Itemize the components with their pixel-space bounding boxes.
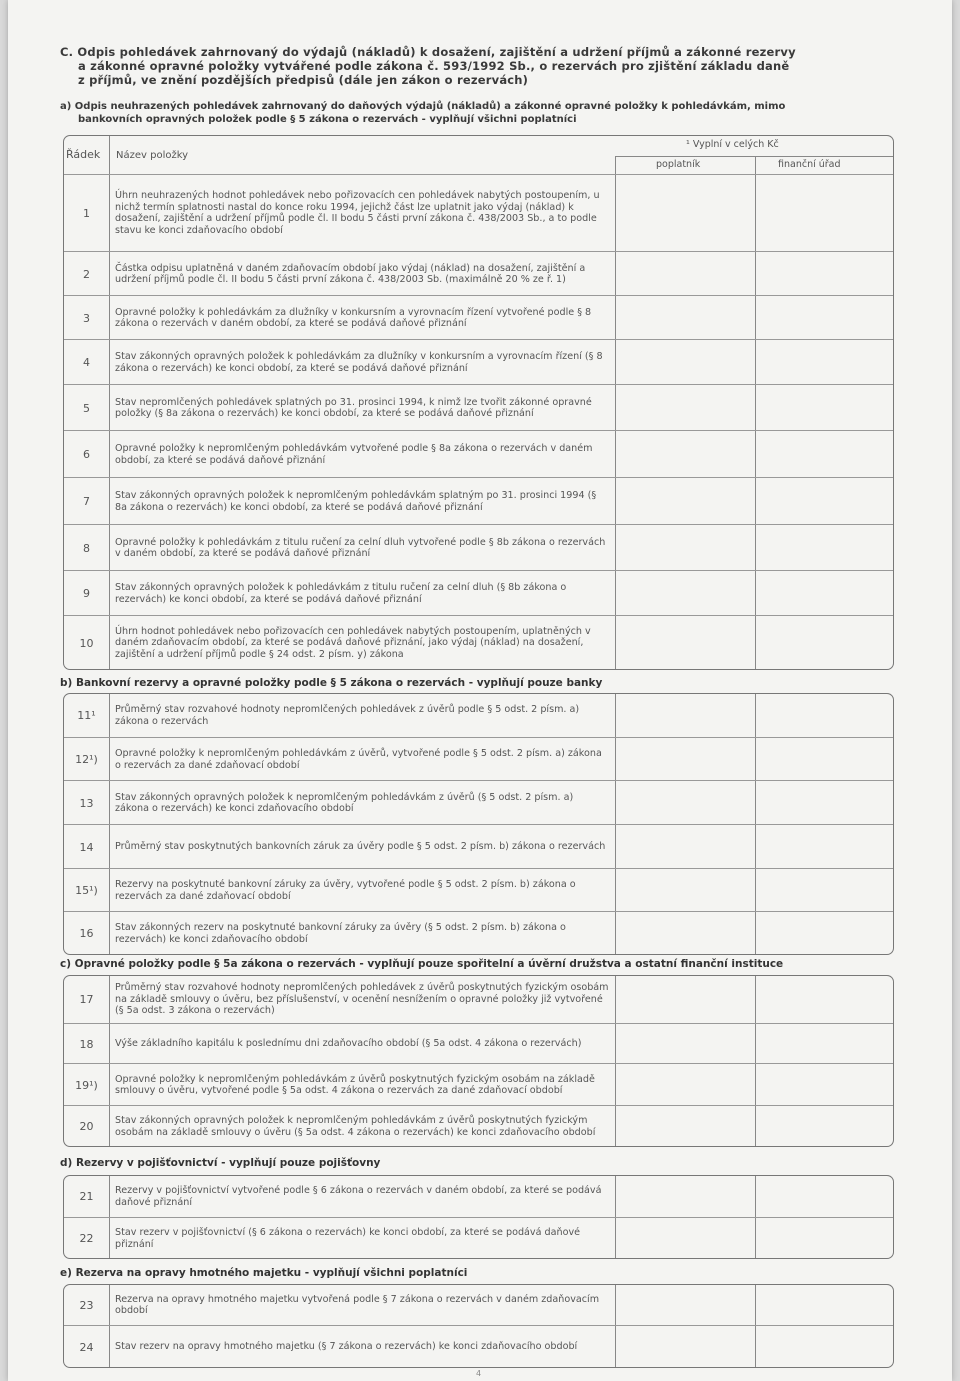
row-description: Výše základního kapitálu k poslednímu dni zdaňovacího období (§ 5a odst. 4 zákona o rezervách) xyxy=(115,1038,582,1050)
table-section-d xyxy=(63,1175,894,1259)
table-row xyxy=(64,430,893,478)
taxpayer-value-cell[interactable] xyxy=(616,694,755,737)
table-row xyxy=(64,868,893,912)
row-description: Rezerva na opravy hmotného majetku vytvořená podle § 7 zákona o rezervách v daném zdaňovacím období xyxy=(115,1293,600,1316)
table-row xyxy=(64,1063,893,1106)
section-e-title: e) Rezerva na opravy hmotného majetku - vyplňují všichni poplatníci xyxy=(60,1267,468,1279)
row-description: Stav zákonných opravných položek k pohledávkám za dlužníky v konkursním a vyrovnacím řízení (§ 8 zákona o rezervách) ke konci období, za které se podává daňové přiznání xyxy=(115,351,603,374)
row-number: 16 xyxy=(79,927,94,940)
row-description: Stav nepromlčených pohledávek splatných po 31. prosinci 1994, k nimž lze tvořit zákonné opravné položky (§ 8a zákona o rezervách) ke konci období, za které se podává daňové přiznání xyxy=(115,396,592,419)
office-value-cell[interactable] xyxy=(756,252,893,296)
row-description: Úhrn neuhrazených hodnot pohledávek nebo pořizovacích cen pohledávek nabytých postoupením, u nichž termín splatnosti nastal do konce roku 1994, jejichž část lze uplatnit jako výdaj (náklad) k dosažení, zajištění a udržení příjmů podle čl. II bodu 5 části první zákona č. 438/2003 Sb., a to podle stavu ke konci zdaňovacího období xyxy=(115,190,600,236)
table-section-a xyxy=(63,135,894,670)
row-description: Opravné položky k nepromlčeným pohledávkám vytvořené podle § 8a zákona o rezervách v daném období, za které se podává daňové přiznání xyxy=(115,443,593,466)
office-value-cell[interactable] xyxy=(756,431,893,478)
taxpayer-value-cell[interactable] xyxy=(616,478,755,525)
taxpayer-value-cell[interactable] xyxy=(616,781,755,825)
table-row xyxy=(64,824,893,869)
row-number: 2 xyxy=(83,267,90,281)
table-row xyxy=(64,615,893,670)
header-currency-note: ¹ Vyplní v celých Kč xyxy=(686,139,779,150)
taxpayer-value-cell[interactable] xyxy=(616,1326,755,1368)
taxpayer-value-cell[interactable] xyxy=(616,296,755,340)
section-c-title: c) Opravné položky podle § 5a zákona o rezervách - vyplňují pouze spořitelní a úvěrní družstva a ostatní finanční instituce xyxy=(60,958,784,970)
row-description: Průměrný stav rozvahové hodnoty nepromlčených pohledávek z úvěrů podle § 5 odst. 2 písm. a) zákona o rezervách xyxy=(115,704,580,727)
section-heading-line3: z příjmů, ve znění pozdějších předpisů (dále jen zákon o rezervách) xyxy=(78,73,529,87)
taxpayer-value-cell[interactable] xyxy=(616,616,755,670)
row-description: Rezervy na poskytnuté bankovní záruky za úvěry, vytvořené podle § 5 odst. 2 písm. b) zákona o rezervách za dané zdaňovací období xyxy=(115,879,576,902)
taxpayer-value-cell[interactable] xyxy=(616,385,755,431)
office-value-cell[interactable] xyxy=(756,385,893,431)
table-row xyxy=(64,384,893,431)
section-heading-line2: a zákonné opravné položky vytvářené podle zákona č. 593/1992 Sb., o rezervách pro zjištění základu daně xyxy=(78,59,790,73)
taxpayer-value-cell[interactable] xyxy=(616,912,755,955)
table-row xyxy=(64,1285,893,1325)
office-value-cell[interactable] xyxy=(756,694,893,737)
taxpayer-value-cell[interactable] xyxy=(616,175,755,251)
office-value-cell[interactable] xyxy=(756,825,893,869)
office-value-cell[interactable] xyxy=(756,478,893,525)
row-number: 17 xyxy=(79,993,94,1006)
office-value-cell[interactable] xyxy=(756,571,893,616)
taxpayer-value-cell[interactable] xyxy=(616,1285,755,1325)
row-number: 15¹) xyxy=(75,884,98,897)
row-description: Úhrn hodnot pohledávek nebo pořizovacích cen pohledávek nabytých postoupením, uplatněných v daném zdaňovacím období, za které se podává daňové přiznání, jako výdaj (náklad) na dosažení, zajištění a udržení příjmů podle § 24 odst. 2 písm. y) zákona xyxy=(115,625,591,660)
taxpayer-value-cell[interactable] xyxy=(616,1176,755,1217)
table-row xyxy=(64,524,893,571)
table-row xyxy=(64,1105,893,1147)
header-name-label: Název položky xyxy=(116,150,189,161)
section-d-title: d) Rezervy v pojišťovnictví - vyplňují pouze pojišťovny xyxy=(60,1157,381,1169)
taxpayer-value-cell[interactable] xyxy=(616,976,755,1023)
office-value-cell[interactable] xyxy=(756,1024,893,1064)
row-number: 22 xyxy=(79,1232,94,1245)
table-row xyxy=(64,911,893,955)
table-section-e xyxy=(63,1284,894,1368)
office-value-cell[interactable] xyxy=(756,781,893,825)
taxpayer-value-cell[interactable] xyxy=(616,571,755,616)
table-row xyxy=(64,1176,893,1217)
row-description: Stav zákonných opravných položek k nepromlčeným pohledávkám z úvěrů (§ 5 odst. 2 písm. a) zákona o rezervách) ke konci zdaňovacího období xyxy=(115,791,574,814)
taxpayer-value-cell[interactable] xyxy=(616,1064,755,1106)
row-number: 14 xyxy=(79,840,94,854)
taxpayer-value-cell[interactable] xyxy=(616,825,755,869)
section-a-title-line2: bankovních opravných položek podle § 5 zákona o rezervách - vyplňují všichni poplatníci xyxy=(78,114,577,125)
row-number: 9 xyxy=(83,587,90,600)
row-description: Opravné položky k nepromlčeným pohledávkám z úvěrů, vytvořené podle § 5 odst. 2 písm. a) zákona o rezervách za dané zdaňovací období xyxy=(115,748,602,771)
row-number: 7 xyxy=(83,495,90,508)
row-number: 3 xyxy=(83,311,90,325)
office-value-cell[interactable] xyxy=(756,1176,893,1217)
office-value-cell[interactable] xyxy=(756,1285,893,1325)
row-description: Rezervy v pojišťovnictví vytvořené podle § 6 zákona o rezervách v daném období, za které se podává daňové přiznání xyxy=(115,1185,602,1208)
header-col-taxpayer: poplatník xyxy=(656,159,701,170)
table-row xyxy=(64,251,893,296)
row-number: 13 xyxy=(79,796,94,810)
taxpayer-value-cell[interactable] xyxy=(616,431,755,478)
table-section-c xyxy=(63,975,894,1147)
table-row xyxy=(64,1023,893,1064)
row-number: 8 xyxy=(83,541,90,555)
taxpayer-value-cell[interactable] xyxy=(616,525,755,571)
row-number: 6 xyxy=(83,448,90,461)
row-number: 20 xyxy=(79,1120,94,1133)
form-page xyxy=(8,0,952,1381)
header-row-label: Řádek xyxy=(66,148,101,161)
row-description: Průměrný stav poskytnutých bankovních záruk za úvěry podle § 5 odst. 2 písm. b) zákona o rezervách xyxy=(115,841,606,853)
row-description: Stav zákonných opravných položek k nepromlčeným pohledávkám splatným po 31. prosinci 1994 (§ 8a zákona o rezervách) ke konci období, za které se podává daňové přiznání xyxy=(115,490,597,513)
row-number: 23 xyxy=(79,1298,94,1312)
row-description: Stav zákonných opravných položek k pohledávkám z titulu ručení za celní dluh (§ 8b zákona o rezervách) ke konci období, za které se podává daňové přiznání xyxy=(115,582,567,605)
office-value-cell[interactable] xyxy=(756,175,893,251)
table-row xyxy=(64,295,893,340)
office-value-cell[interactable] xyxy=(756,976,893,1023)
row-number: 18 xyxy=(79,1037,94,1051)
office-value-cell[interactable] xyxy=(756,525,893,571)
row-description: Opravné položky k pohledávkám z titulu ručení za celní dluh vytvořené podle § 8b zákona o rezervách v daném období, za které se podává daňové přiznání xyxy=(115,536,606,559)
row-number: 21 xyxy=(79,1190,94,1203)
section-b-title: b) Bankovní rezervy a opravné položky podle § 5 zákona o rezervách - vyplňují pouze banky xyxy=(60,677,603,689)
table-row xyxy=(64,570,893,616)
office-value-cell[interactable] xyxy=(756,296,893,340)
row-description: Stav rezerv na opravy hmotného majetku (§ 7 zákona o rezervách) ke konci zdaňovacího období xyxy=(115,1341,578,1353)
table-row xyxy=(64,339,893,385)
taxpayer-value-cell[interactable] xyxy=(616,1218,755,1259)
taxpayer-value-cell[interactable] xyxy=(616,1106,755,1147)
table-row xyxy=(64,175,893,251)
taxpayer-value-cell[interactable] xyxy=(616,340,755,385)
row-description: Částka odpisu uplatněná v daném zdaňovacím období jako výdaj (náklad) na dosažení, zajištění a udržení příjmů podle čl. II bodu 5 části první zákona č. 438/2003 Sb. (maximálně 20 % ze ř. 1) xyxy=(115,262,586,285)
page-number: 4 xyxy=(476,1369,482,1378)
row-description: Průměrný stav rozvahové hodnoty nepromlčených pohledávek z úvěrů poskytnutých fyzickým osobám na základě smlouvy o úvěru, bez příslušenství, v ocenění nesnížením o opravné položky již vytvořené (§ 5a odst. 3 zákona o rezervách) xyxy=(115,982,609,1017)
row-description: Stav zákonných opravných položek k nepromlčeným pohledávkám z úvěrů poskytnutých fyzickým osobám na základě smlouvy o úvěru (§ 5a odst. 4 zákona o rezervách) ke konci zdaňovacího období xyxy=(115,1115,596,1138)
office-value-cell[interactable] xyxy=(756,616,893,670)
table-row xyxy=(64,737,893,781)
row-number: 24 xyxy=(79,1340,94,1354)
table-row xyxy=(64,477,893,525)
office-value-cell[interactable] xyxy=(756,1218,893,1259)
row-number: 19¹) xyxy=(75,1078,98,1092)
taxpayer-value-cell[interactable] xyxy=(616,869,755,912)
table-section-b xyxy=(63,693,894,955)
row-description: Opravné položky k nepromlčeným pohledávkám z úvěrů poskytnutých fyzickým osobám na základě smlouvy o úvěru, vytvořené podle § 5a odst. 4 zákona o rezervách za dané zdaňovací období xyxy=(115,1073,595,1096)
taxpayer-value-cell[interactable] xyxy=(616,738,755,781)
taxpayer-value-cell[interactable] xyxy=(616,1024,755,1064)
table-row xyxy=(64,1217,893,1259)
row-number: 1 xyxy=(83,206,90,220)
section-a-title-line1: a) Odpis neuhrazených pohledávek zahrnovaný do daňových výdajů (nákladů) a zákonné opravné položky k pohledávkám, mimo xyxy=(60,101,786,112)
row-description: Stav rezerv v pojišťovnictví (§ 6 zákona o rezervách) ke konci období, za které se podává daňové přiznání xyxy=(115,1227,581,1250)
table-row xyxy=(64,1325,893,1368)
table-row xyxy=(64,780,893,825)
table-row xyxy=(64,694,893,737)
row-description: Opravné položky k pohledávkám za dlužníky v konkursním a vyrovnacím řízení vytvořené podle § 8 zákona o rezervách v daném období, za které se podává daňové přiznání xyxy=(115,306,592,329)
taxpayer-value-cell[interactable] xyxy=(616,252,755,296)
table-row xyxy=(64,976,893,1023)
row-number: 5 xyxy=(83,401,90,415)
row-number: 11¹ xyxy=(77,709,96,722)
row-number: 10 xyxy=(79,636,94,650)
row-number: 12¹) xyxy=(75,753,98,766)
office-value-cell[interactable] xyxy=(756,1064,893,1106)
office-value-cell[interactable] xyxy=(756,1106,893,1147)
office-value-cell[interactable] xyxy=(756,1326,893,1368)
office-value-cell[interactable] xyxy=(756,912,893,955)
header-col-office: finanční úřad xyxy=(778,159,841,170)
office-value-cell[interactable] xyxy=(756,869,893,912)
office-value-cell[interactable] xyxy=(756,340,893,385)
section-heading-line1: C. Odpis pohledávek zahrnovaný do výdajů (nákladů) k dosažení, zajištění a udržení příjmů a zákonné rezervy xyxy=(60,45,796,59)
row-description: Stav zákonných rezerv na poskytnuté bankovní záruky za úvěry (§ 5 odst. 2 písm. b) zákona o rezervách) ke konci zdaňovacího období xyxy=(115,922,566,945)
office-value-cell[interactable] xyxy=(756,738,893,781)
row-number: 4 xyxy=(83,356,90,369)
